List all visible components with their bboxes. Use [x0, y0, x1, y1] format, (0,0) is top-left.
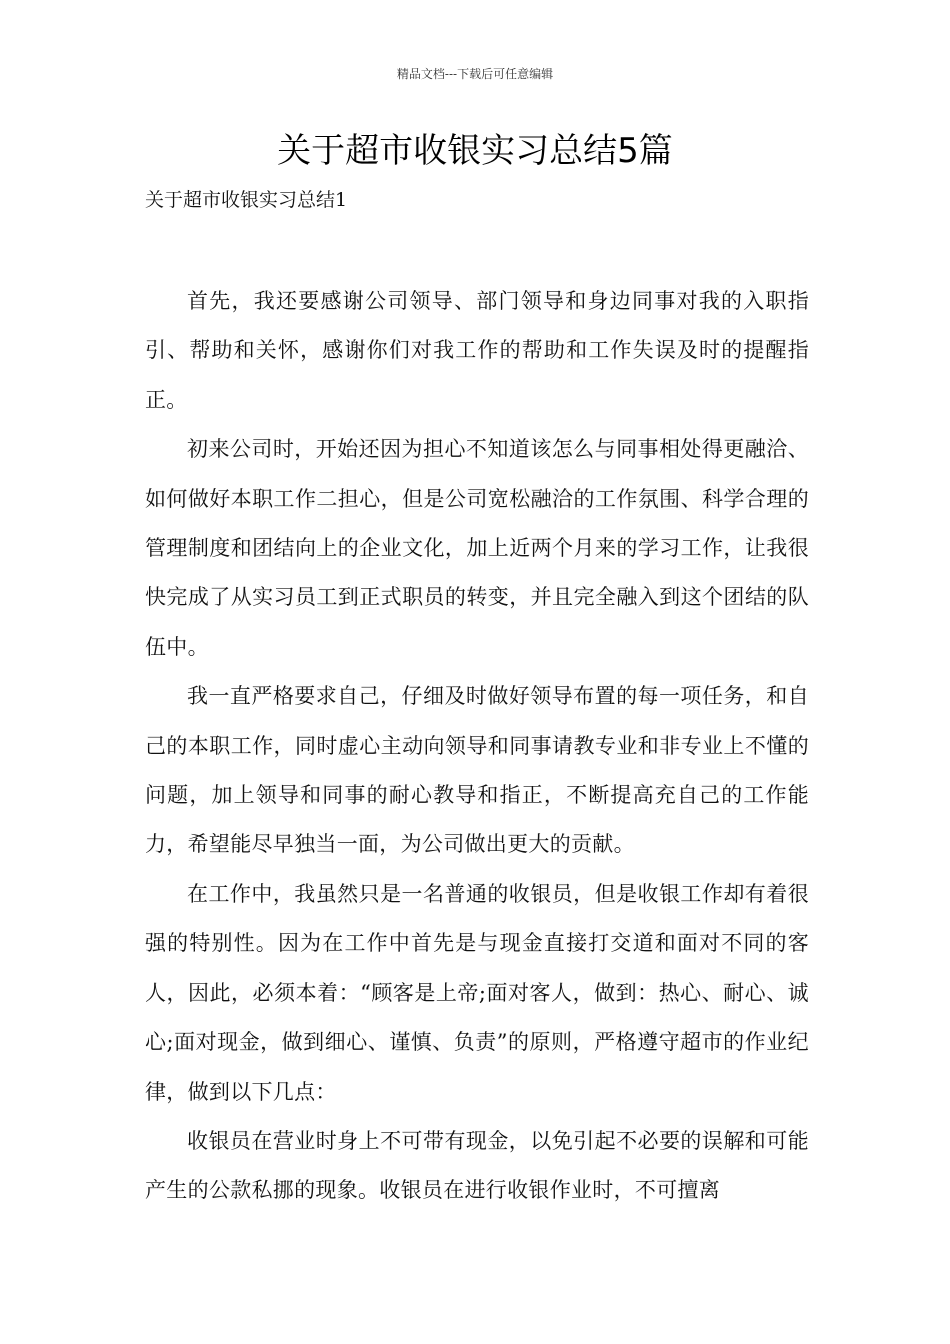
paragraph: 收银员在营业时身上不可带有现金，以免引起不必要的误解和可能产生的公款私挪的现象。收银员在进行收银作业时，不可擅离: [145, 1128, 809, 1203]
paragraph: 在工作中，我虽然只是一名普通的收银员，但是收银工作却有着很强的特别性。因为在工作中首先是与现金直接打交道和面对不同的客人，因此，必须本着：“顾客是上帝;面对客人，做到：热心、耐心、诚心;面对现金，做到细心、谨慎、负责”的原则，严格遵守超市的作业纪律，做到以下几点：: [145, 881, 809, 1104]
section-title: 关于超市收银实习总结1: [145, 189, 348, 211]
document-title: 关于超市收银实习总结5篇: [277, 131, 673, 171]
paragraph: 我一直严格要求自己，仔细及时做好领导布置的每一项任务，和自己的本职工作，同时虚心主动向领导和同事请教专业和非专业上不懂的问题，加上领导和同事的耐心教导和指正，不断提高充自己的工作能力，希望能尽早独当一面，为公司做出更大的贡献。: [145, 684, 809, 857]
paragraph: 首先，我还要感谢公司领导、部门领导和身边同事对我的入职指引、帮助和关怀，感谢你们对我工作的帮助和工作失误及时的提醒指正。: [145, 289, 809, 412]
paragraph: 初来公司时，开始还因为担心不知道该怎么与同事相处得更融洽、如何做好本职工作二担心，但是公司宽松融洽的工作氛围、科学合理的管理制度和团结向上的企业文化，加上近两个月来的学习工作，让我很快完成了从实习员工到正式职员的转变，并且完全融入到这个团结的队伍中。: [145, 437, 809, 659]
header-note: 精品文档---下载后可任意编辑: [396, 67, 554, 81]
document-body: [145, 277, 809, 1216]
